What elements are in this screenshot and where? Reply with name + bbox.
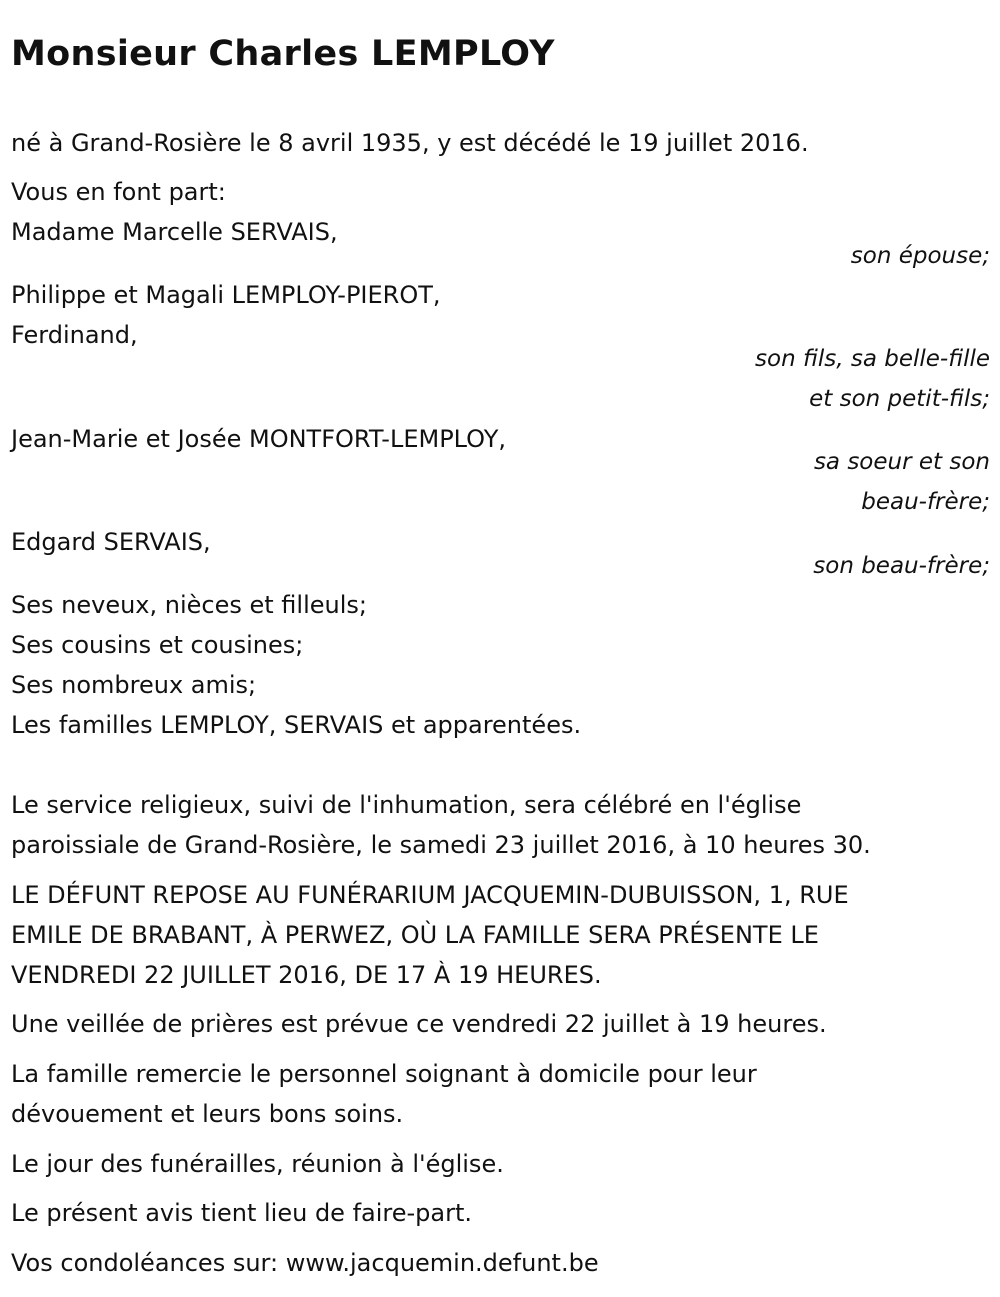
vigil-line: Une veillée de prières est prévue ce vendredi 22 juillet à 19 heures. bbox=[11, 1010, 827, 1038]
others-line: Ses cousins et cousines; bbox=[11, 631, 304, 659]
intro-line: Vous en font part: bbox=[11, 178, 226, 206]
family-relation-line: son épouse; bbox=[850, 243, 990, 269]
family-name-line: Edgard SERVAIS, bbox=[11, 528, 211, 556]
others-line: Les familles LEMPLOY, SERVAIS et apparentées. bbox=[11, 711, 582, 739]
thanks-line: La famille remercie le personnel soignant à domicile pour leur bbox=[11, 1060, 757, 1088]
service-line: paroissiale de Grand-Rosière, le samedi 23 juillet 2016, à 10 heures 30. bbox=[11, 831, 871, 859]
funerarium-line: VENDREDI 22 JUILLET 2016, DE 17 À 19 HEURES. bbox=[11, 961, 602, 989]
family-name-line: Philippe et Magali LEMPLOY-PIEROT, bbox=[11, 281, 441, 309]
family-relation-line: son fils, sa belle-fille bbox=[755, 346, 990, 372]
others-line: Ses nombreux amis; bbox=[11, 671, 257, 699]
condolences-line: Vos condoléances sur: www.jacquemin.defunt.be bbox=[11, 1249, 599, 1277]
family-relation-line: beau-frère; bbox=[861, 489, 990, 515]
family-name-line: Madame Marcelle SERVAIS, bbox=[11, 218, 338, 246]
others-line: Ses neveux, nièces et filleuls; bbox=[11, 591, 367, 619]
family-relation-line: sa soeur et son bbox=[813, 449, 990, 475]
meeting-line: Le jour des funérailles, réunion à l'église. bbox=[11, 1150, 504, 1178]
family-name-line: Ferdinand, bbox=[11, 321, 138, 349]
family-name-line: Jean-Marie et Josée MONTFORT-LEMPLOY, bbox=[11, 425, 507, 453]
page-title: Monsieur Charles LEMPLOY bbox=[11, 34, 555, 74]
thanks-line: dévouement et leurs bons soins. bbox=[11, 1100, 404, 1128]
funerarium-line: LE DÉFUNT REPOSE AU FUNÉRARIUM JACQUEMIN-DUBUISSON, 1, RUE bbox=[11, 881, 849, 909]
notice-note-line: Le présent avis tient lieu de faire-part. bbox=[11, 1199, 473, 1227]
family-relation-line: son beau-frère; bbox=[813, 553, 990, 579]
funerarium-line: EMILE DE BRABANT, À PERWEZ, OÙ LA FAMILLE SERA PRÉSENTE LE bbox=[11, 921, 819, 949]
birth-death-line: né à Grand-Rosière le 8 avril 1935, y est décédé le 19 juillet 2016. bbox=[11, 129, 809, 157]
family-relation-line: et son petit-fils; bbox=[809, 386, 990, 412]
service-line: Le service religieux, suivi de l'inhumation, sera célébré en l'église bbox=[11, 791, 802, 819]
